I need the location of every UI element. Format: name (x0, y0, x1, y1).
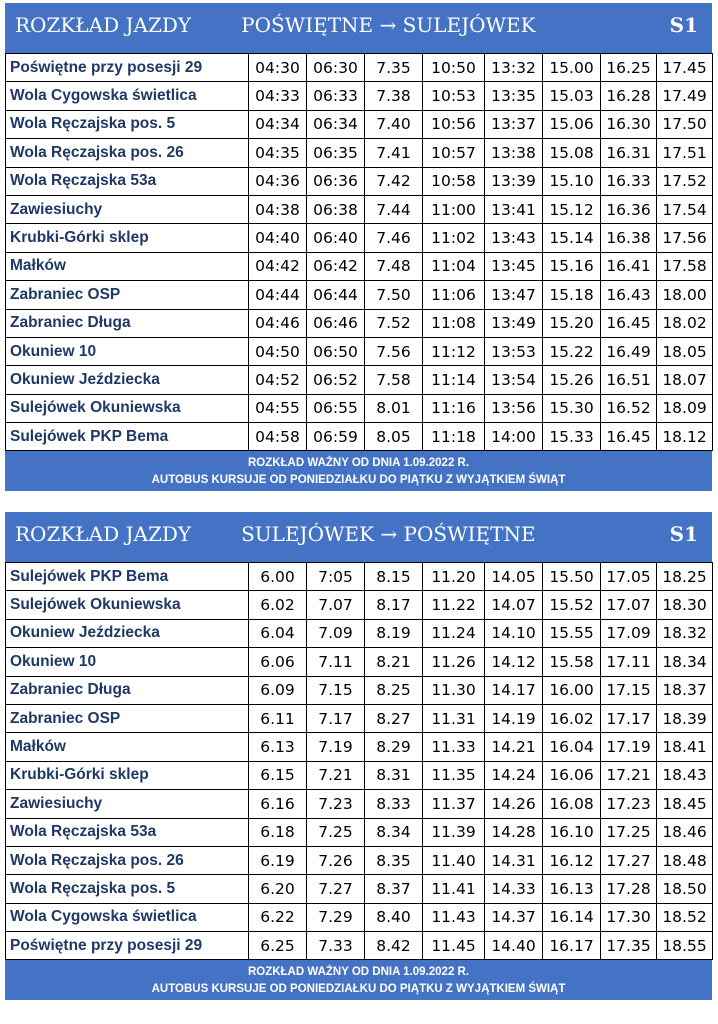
departure-time: 14.37 (485, 903, 543, 931)
table-row (6, 252, 713, 280)
departure-time: 14.17 (485, 676, 543, 704)
departure-time: 17.45 (657, 54, 713, 82)
table-row (6, 82, 713, 110)
departure-time: 11:16 (423, 394, 485, 422)
departure-time: 13:45 (485, 252, 543, 280)
departure-time: 16.38 (601, 224, 657, 252)
stop-name: Sulejówek Okuniewska (6, 394, 249, 422)
stop-name: Okuniew Jeździecka (6, 619, 249, 647)
departure-time: 16.45 (601, 309, 657, 337)
stop-name: Małków (6, 252, 249, 280)
departure-time: 15.06 (543, 110, 601, 138)
departure-time: 7.11 (307, 648, 365, 676)
departure-time: 11.43 (423, 903, 485, 931)
stop-name: Wola Ręczajska pos. 5 (6, 875, 249, 903)
departure-time: 8.34 (365, 818, 423, 846)
departure-time: 11.22 (423, 591, 485, 619)
departure-time: 04:33 (249, 82, 307, 110)
departure-time: 04:30 (249, 54, 307, 82)
departure-time: 8.05 (365, 423, 423, 451)
stop-name: Sulejówek PKP Bema (6, 563, 249, 591)
departure-time: 11.40 (423, 846, 485, 874)
departure-time: 6.16 (249, 790, 307, 818)
departure-time: 11.24 (423, 619, 485, 647)
departure-time: 16.12 (543, 846, 601, 874)
departure-time: 14.19 (485, 704, 543, 732)
departure-time: 04:55 (249, 394, 307, 422)
table-row (6, 423, 713, 451)
departure-time: 16.43 (601, 281, 657, 309)
stop-name: Poświętne przy posesji 29 (6, 932, 249, 960)
table-row (6, 932, 713, 960)
departure-time: 10:56 (423, 110, 485, 138)
departure-time: 04:44 (249, 281, 307, 309)
stop-name: Zabraniec Długa (6, 309, 249, 337)
departure-time: 06:35 (307, 139, 365, 167)
departure-time: 11.45 (423, 932, 485, 960)
departure-time: 14.28 (485, 818, 543, 846)
line-number: S1 (669, 522, 698, 546)
departure-time: 13:53 (485, 337, 543, 365)
departure-time: 16.17 (543, 932, 601, 960)
departure-time: 11.39 (423, 818, 485, 846)
departure-time: 7.33 (307, 932, 365, 960)
departure-time: 11.26 (423, 648, 485, 676)
departure-time: 8.15 (365, 563, 423, 591)
departure-time: 16.30 (601, 110, 657, 138)
table-row (6, 790, 713, 818)
departure-time: 11.31 (423, 704, 485, 732)
departure-time: 11:06 (423, 281, 485, 309)
stop-name: Okuniew Jeździecka (6, 366, 249, 394)
departure-time: 04:36 (249, 167, 307, 195)
table-row (6, 563, 713, 591)
departure-time: 13:37 (485, 110, 543, 138)
departure-time: 16.08 (543, 790, 601, 818)
table-row (6, 619, 713, 647)
table-row (6, 167, 713, 195)
departure-time: 18.05 (657, 337, 713, 365)
departure-time: 6.15 (249, 761, 307, 789)
departure-time: 04:46 (249, 309, 307, 337)
departure-time: 7.46 (365, 224, 423, 252)
departure-time: 7.38 (365, 82, 423, 110)
stop-name: Zawiesiuchy (6, 790, 249, 818)
departure-time: 18.02 (657, 309, 713, 337)
departure-time: 17.05 (601, 563, 657, 591)
table-row (6, 337, 713, 365)
departure-time: 7.35 (365, 54, 423, 82)
departure-time: 15.55 (543, 619, 601, 647)
departure-time: 06:40 (307, 224, 365, 252)
departure-time: 7.44 (365, 195, 423, 223)
departure-time: 06:36 (307, 167, 365, 195)
table-row (6, 591, 713, 619)
departure-time: 7.19 (307, 733, 365, 761)
departure-time: 11:14 (423, 366, 485, 394)
departure-time: 11:02 (423, 224, 485, 252)
departure-time: 11.35 (423, 761, 485, 789)
departure-time: 14.12 (485, 648, 543, 676)
departure-time: 11:12 (423, 337, 485, 365)
stop-name: Krubki-Górki sklep (6, 224, 249, 252)
departure-time: 16.52 (601, 394, 657, 422)
schedule-table (5, 53, 713, 451)
departure-time: 6.00 (249, 563, 307, 591)
departure-time: 7.41 (365, 139, 423, 167)
departure-time: 11.41 (423, 875, 485, 903)
departure-time: 10:58 (423, 167, 485, 195)
timetable-header (5, 3, 712, 53)
route-label: POŚWIĘTNE → SULEJÓWEK (241, 13, 536, 37)
departure-time: 17.30 (601, 903, 657, 931)
departure-time: 17.58 (657, 252, 713, 280)
departure-time: 14.31 (485, 846, 543, 874)
departure-time: 18.48 (657, 846, 713, 874)
departure-time: 18.45 (657, 790, 713, 818)
stop-name: Zabraniec Długa (6, 676, 249, 704)
stop-name: Wola Ręczajska 53a (6, 167, 249, 195)
departure-time: 10:53 (423, 82, 485, 110)
departure-time: 17.15 (601, 676, 657, 704)
table-row (6, 846, 713, 874)
table-row (6, 281, 713, 309)
departure-time: 15.58 (543, 648, 601, 676)
departure-time: 06:42 (307, 252, 365, 280)
departure-time: 8.17 (365, 591, 423, 619)
departure-time: 7.52 (365, 309, 423, 337)
table-row (6, 903, 713, 931)
departure-time: 18.52 (657, 903, 713, 931)
departure-time: 16.00 (543, 676, 601, 704)
departure-time: 8.21 (365, 648, 423, 676)
departure-time: 6.20 (249, 875, 307, 903)
table-row (6, 648, 713, 676)
departure-time: 17.27 (601, 846, 657, 874)
departure-time: 18.46 (657, 818, 713, 846)
route-label: SULEJÓWEK → POŚWIĘTNE (241, 522, 536, 546)
departure-time: 17.11 (601, 648, 657, 676)
departure-time: 8.01 (365, 394, 423, 422)
departure-time: 15.50 (543, 563, 601, 591)
timetable-footer (5, 451, 712, 491)
table-row (6, 818, 713, 846)
departure-time: 15.26 (543, 366, 601, 394)
departure-time: 17.21 (601, 761, 657, 789)
departure-time: 17.51 (657, 139, 713, 167)
departure-time: 14.33 (485, 875, 543, 903)
departure-time: 11:18 (423, 423, 485, 451)
departure-time: 7.48 (365, 252, 423, 280)
departure-time: 6.09 (249, 676, 307, 704)
table-row (6, 733, 713, 761)
departure-time: 06:44 (307, 281, 365, 309)
departure-time: 14.21 (485, 733, 543, 761)
departure-time: 18.39 (657, 704, 713, 732)
departure-time: 06:46 (307, 309, 365, 337)
departure-time: 6.02 (249, 591, 307, 619)
departure-time: 04:42 (249, 252, 307, 280)
departure-time: 11.20 (423, 563, 485, 591)
departure-time: 15.30 (543, 394, 601, 422)
stop-name: Poświętne przy posesji 29 (6, 54, 249, 82)
stop-name: Wola Ręczajska pos. 26 (6, 139, 249, 167)
departure-time: 13:32 (485, 54, 543, 82)
table-row (6, 54, 713, 82)
service-days-note: AUTOBUS KURSUJE OD PONIEDZIAŁKU DO PIĄTKU Z WYJĄTKIEM ŚWIĄT (151, 474, 566, 487)
departure-time: 7.23 (307, 790, 365, 818)
departure-time: 15.12 (543, 195, 601, 223)
departure-time: 15.00 (543, 54, 601, 82)
table-row (6, 309, 713, 337)
departure-time: 16.31 (601, 139, 657, 167)
stop-name: Małków (6, 733, 249, 761)
departure-time: 7.25 (307, 818, 365, 846)
departure-time: 11.30 (423, 676, 485, 704)
departure-time: 15.08 (543, 139, 601, 167)
departure-time: 7.58 (365, 366, 423, 394)
departure-time: 04:58 (249, 423, 307, 451)
timetable-poswietne-sulejowek (5, 3, 712, 491)
departure-time: 7:05 (307, 563, 365, 591)
departure-time: 14.07 (485, 591, 543, 619)
departure-time: 13:38 (485, 139, 543, 167)
departure-time: 7.21 (307, 761, 365, 789)
stop-name: Wola Ręczajska pos. 26 (6, 846, 249, 874)
departure-time: 7.15 (307, 676, 365, 704)
departure-time: 16.41 (601, 252, 657, 280)
departure-time: 13:43 (485, 224, 543, 252)
departure-time: 7.27 (307, 875, 365, 903)
departure-time: 16.36 (601, 195, 657, 223)
departure-time: 7.56 (365, 337, 423, 365)
departure-time: 7.40 (365, 110, 423, 138)
departure-time: 8.29 (365, 733, 423, 761)
departure-time: 16.02 (543, 704, 601, 732)
table-row (6, 224, 713, 252)
stop-name: Wola Ręczajska 53a (6, 818, 249, 846)
departure-time: 7.07 (307, 591, 365, 619)
timetable-footer (5, 960, 712, 1000)
departure-time: 10:57 (423, 139, 485, 167)
timetable-title: ROZKŁAD JAZDY (15, 522, 192, 546)
departure-time: 04:34 (249, 110, 307, 138)
timetable-header (5, 512, 712, 562)
departure-time: 15.18 (543, 281, 601, 309)
table-row (6, 704, 713, 732)
departure-time: 6.13 (249, 733, 307, 761)
departure-time: 06:30 (307, 54, 365, 82)
departure-time: 8.19 (365, 619, 423, 647)
departure-time: 16.49 (601, 337, 657, 365)
departure-time: 6.18 (249, 818, 307, 846)
departure-time: 18.00 (657, 281, 713, 309)
departure-time: 16.28 (601, 82, 657, 110)
departure-time: 18.07 (657, 366, 713, 394)
departure-time: 04:52 (249, 366, 307, 394)
departure-time: 06:59 (307, 423, 365, 451)
validity-note: ROZKŁAD WAŻNY OD DNIA 1.09.2022 R. (247, 966, 470, 979)
departure-time: 16.10 (543, 818, 601, 846)
stop-name: Sulejówek PKP Bema (6, 423, 249, 451)
departure-time: 6.04 (249, 619, 307, 647)
departure-time: 13:54 (485, 366, 543, 394)
departure-time: 04:35 (249, 139, 307, 167)
departure-time: 17.25 (601, 818, 657, 846)
table-row (6, 761, 713, 789)
departure-time: 13:56 (485, 394, 543, 422)
departure-time: 18.30 (657, 591, 713, 619)
stop-name: Zabraniec OSP (6, 704, 249, 732)
departure-time: 11:08 (423, 309, 485, 337)
departure-time: 14.05 (485, 563, 543, 591)
departure-time: 17.07 (601, 591, 657, 619)
table-row (6, 394, 713, 422)
table-row (6, 875, 713, 903)
departure-time: 17.17 (601, 704, 657, 732)
departure-time: 06:52 (307, 366, 365, 394)
departure-time: 15.16 (543, 252, 601, 280)
departure-time: 17.50 (657, 110, 713, 138)
line-number: S1 (669, 13, 698, 37)
departure-time: 04:50 (249, 337, 307, 365)
departure-time: 8.31 (365, 761, 423, 789)
table-row (6, 110, 713, 138)
departure-time: 6.11 (249, 704, 307, 732)
departure-time: 11:00 (423, 195, 485, 223)
departure-time: 15.03 (543, 82, 601, 110)
departure-time: 15.10 (543, 167, 601, 195)
departure-time: 17.49 (657, 82, 713, 110)
stop-name: Wola Cygowska świetlica (6, 903, 249, 931)
departure-time: 17.09 (601, 619, 657, 647)
departure-time: 18.43 (657, 761, 713, 789)
departure-time: 13:47 (485, 281, 543, 309)
departure-time: 16.45 (601, 423, 657, 451)
departure-time: 18.25 (657, 563, 713, 591)
stop-name: Wola Ręczajska pos. 5 (6, 110, 249, 138)
departure-time: 14:00 (485, 423, 543, 451)
table-row (6, 195, 713, 223)
departure-time: 17.35 (601, 932, 657, 960)
departure-time: 8.27 (365, 704, 423, 732)
departure-time: 6.25 (249, 932, 307, 960)
departure-time: 13:39 (485, 167, 543, 195)
departure-time: 13:35 (485, 82, 543, 110)
departure-time: 14.24 (485, 761, 543, 789)
table-row (6, 139, 713, 167)
departure-time: 06:38 (307, 195, 365, 223)
departure-time: 18.09 (657, 394, 713, 422)
departure-time: 17.23 (601, 790, 657, 818)
departure-time: 10:50 (423, 54, 485, 82)
departure-time: 04:38 (249, 195, 307, 223)
departure-time: 14.26 (485, 790, 543, 818)
departure-time: 16.25 (601, 54, 657, 82)
departure-time: 16.33 (601, 167, 657, 195)
departure-time: 18.55 (657, 932, 713, 960)
departure-time: 16.06 (543, 761, 601, 789)
departure-time: 17.28 (601, 875, 657, 903)
stop-name: Zabraniec OSP (6, 281, 249, 309)
schedule-table (5, 562, 713, 960)
departure-time: 7.26 (307, 846, 365, 874)
table-row (6, 366, 713, 394)
departure-time: 06:33 (307, 82, 365, 110)
departure-time: 6.19 (249, 846, 307, 874)
departure-time: 8.35 (365, 846, 423, 874)
departure-time: 17.54 (657, 195, 713, 223)
departure-time: 11.37 (423, 790, 485, 818)
departure-time: 11:04 (423, 252, 485, 280)
stop-name: Krubki-Górki sklep (6, 761, 249, 789)
departure-time: 17.52 (657, 167, 713, 195)
departure-time: 06:55 (307, 394, 365, 422)
departure-time: 7.50 (365, 281, 423, 309)
departure-time: 16.13 (543, 875, 601, 903)
departure-time: 16.14 (543, 903, 601, 931)
table-row (6, 676, 713, 704)
departure-time: 16.04 (543, 733, 601, 761)
departure-time: 8.42 (365, 932, 423, 960)
service-days-note: AUTOBUS KURSUJE OD PONIEDZIAŁKU DO PIĄTKU Z WYJĄTKIEM ŚWIĄT (151, 983, 566, 996)
departure-time: 7.17 (307, 704, 365, 732)
departure-time: 7.09 (307, 619, 365, 647)
departure-time: 8.37 (365, 875, 423, 903)
departure-time: 6.22 (249, 903, 307, 931)
stop-name: Okuniew 10 (6, 648, 249, 676)
departure-time: 8.40 (365, 903, 423, 931)
departure-time: 15.22 (543, 337, 601, 365)
departure-time: 8.33 (365, 790, 423, 818)
departure-time: 18.50 (657, 875, 713, 903)
departure-time: 18.37 (657, 676, 713, 704)
departure-time: 11.33 (423, 733, 485, 761)
departure-time: 04:40 (249, 224, 307, 252)
departure-time: 7.42 (365, 167, 423, 195)
stop-name: Okuniew 10 (6, 337, 249, 365)
departure-time: 17.56 (657, 224, 713, 252)
departure-time: 18.34 (657, 648, 713, 676)
timetable-title: ROZKŁAD JAZDY (15, 13, 192, 37)
departure-time: 7.29 (307, 903, 365, 931)
departure-time: 15.33 (543, 423, 601, 451)
validity-note: ROZKŁAD WAŻNY OD DNIA 1.09.2022 R. (247, 457, 470, 470)
departure-time: 15.14 (543, 224, 601, 252)
departure-time: 13:41 (485, 195, 543, 223)
departure-time: 06:50 (307, 337, 365, 365)
departure-time: 15.52 (543, 591, 601, 619)
stop-name: Wola Cygowska świetlica (6, 82, 249, 110)
departure-time: 14.40 (485, 932, 543, 960)
stop-name: Zawiesiuchy (6, 195, 249, 223)
departure-time: 16.51 (601, 366, 657, 394)
departure-time: 17.19 (601, 733, 657, 761)
stop-name: Sulejówek Okuniewska (6, 591, 249, 619)
timetable-sulejowek-poswietne (5, 512, 712, 1000)
departure-time: 18.12 (657, 423, 713, 451)
departure-time: 6.06 (249, 648, 307, 676)
departure-time: 18.41 (657, 733, 713, 761)
departure-time: 8.25 (365, 676, 423, 704)
departure-time: 14.10 (485, 619, 543, 647)
departure-time: 18.32 (657, 619, 713, 647)
departure-time: 13:49 (485, 309, 543, 337)
departure-time: 15.20 (543, 309, 601, 337)
departure-time: 06:34 (307, 110, 365, 138)
